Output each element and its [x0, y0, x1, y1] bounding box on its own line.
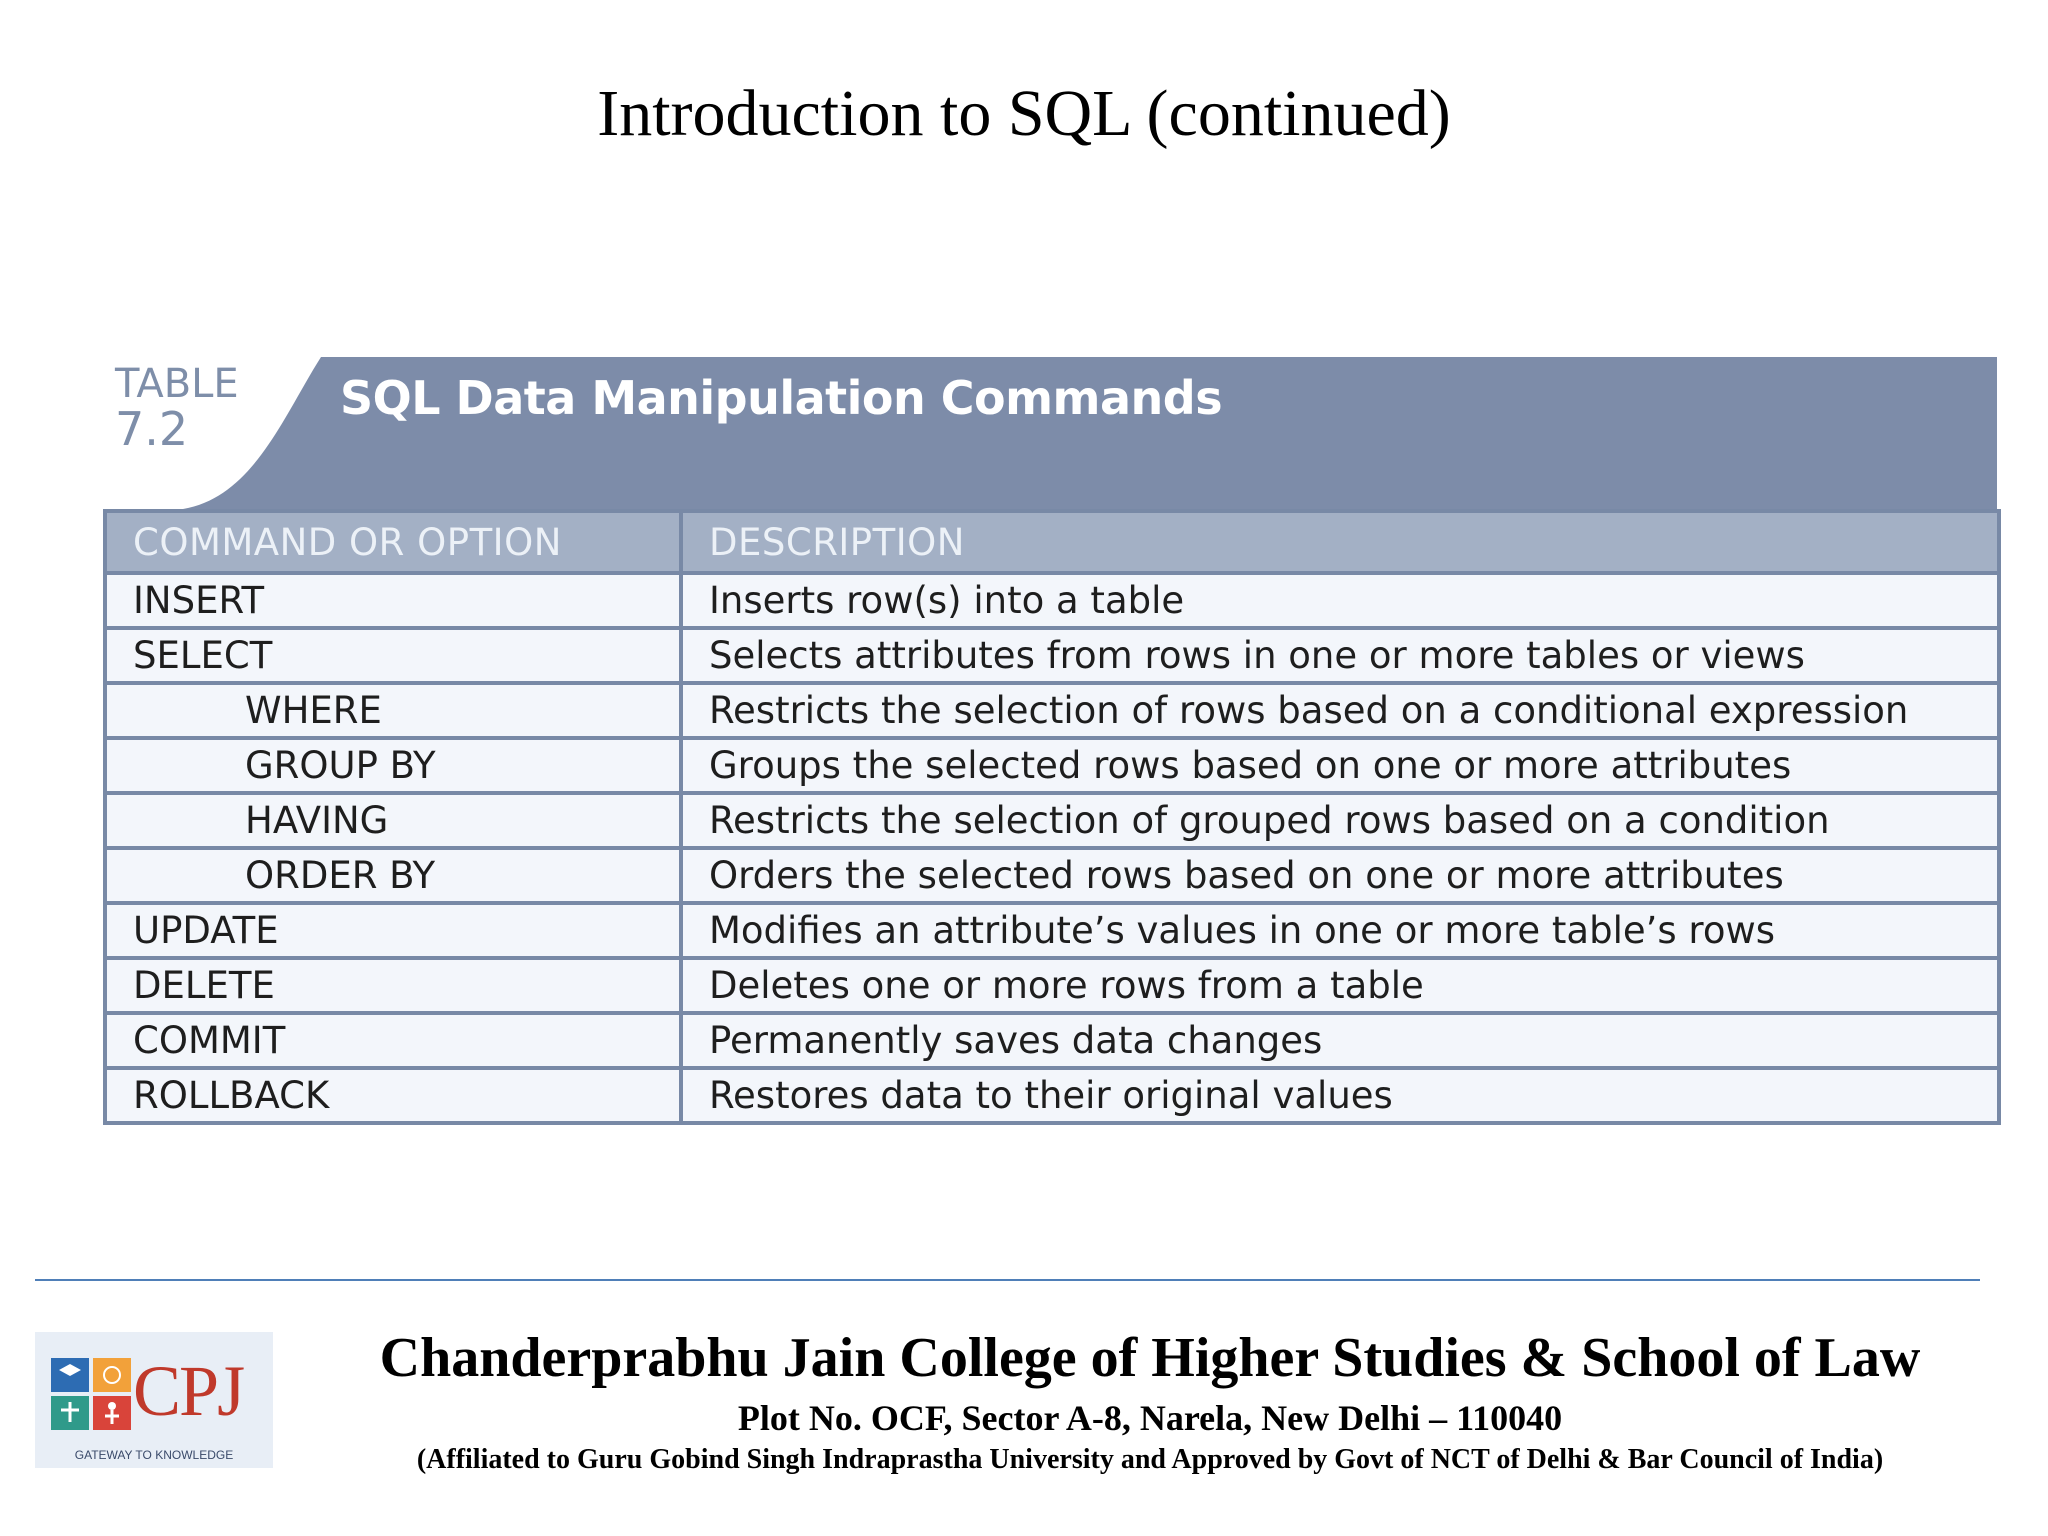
table-label-word: TABLE	[115, 361, 239, 407]
college-name: Chanderprabhu Jain College of Higher Studies & School of Law	[379, 1327, 1921, 1389]
table-row	[105, 1068, 1999, 1123]
command-cell: GROUP BY	[105, 738, 681, 793]
description-cell: Deletes one or more rows from a table	[681, 958, 1999, 1013]
table-row	[105, 903, 1999, 958]
column-header-command: COMMAND OR OPTION	[105, 511, 681, 573]
command-cell: ROLLBACK	[105, 1068, 681, 1123]
college-address: Plot No. OCF, Sector A-8, Narela, New Delhi – 110040	[737, 1398, 1563, 1438]
sql-commands-table	[103, 509, 2001, 1125]
table-row	[105, 958, 1999, 1013]
description-cell: Selects attributes from rows in one or more tables or views	[681, 628, 1999, 683]
command-cell: INSERT	[105, 573, 681, 628]
command-cell: UPDATE	[105, 903, 681, 958]
command-cell: DELETE	[105, 958, 681, 1013]
description-cell: Modifies an attribute’s values in one or more table’s rows	[681, 903, 1999, 958]
description-cell: Restores data to their original values	[681, 1068, 1999, 1123]
table-label-number: 7.2	[115, 402, 189, 456]
description-cell: Restricts the selection of grouped rows based on a condition	[681, 793, 1999, 848]
description-cell: Inserts row(s) into a table	[681, 573, 1999, 628]
description-cell: Permanently saves data changes	[681, 1013, 1999, 1068]
table-header-row	[105, 511, 1999, 573]
footer-divider	[35, 1279, 1980, 1281]
table-header-band	[103, 357, 1997, 509]
crest-icon	[45, 1340, 145, 1450]
table-row	[105, 738, 1999, 793]
college-logo	[35, 1332, 273, 1468]
table-row	[105, 793, 1999, 848]
command-cell: COMMIT	[105, 1013, 681, 1068]
column-header-description: DESCRIPTION	[681, 511, 1999, 573]
table-row	[105, 573, 1999, 628]
table-row	[105, 628, 1999, 683]
college-affiliation: (Affiliated to Guru Gobind Singh Indraprastha University and Approved by Govt of NCT of Delhi & Bar Council of India)	[416, 1444, 1884, 1475]
logo-tagline: GATEWAY TO KNOWLEDGE	[74, 1448, 234, 1462]
table-row	[105, 683, 1999, 738]
command-cell: ORDER BY	[105, 848, 681, 903]
table-row	[105, 1013, 1999, 1068]
command-cell: SELECT	[105, 628, 681, 683]
logo-letters: CPJ	[133, 1351, 244, 1431]
table-title: SQL Data Manipulation Commands	[340, 371, 1223, 425]
command-cell: HAVING	[105, 793, 681, 848]
table-figure	[103, 357, 1997, 1160]
table-label	[115, 361, 239, 456]
slide-title: Introduction to SQL (continued)	[597, 77, 1451, 150]
description-cell: Orders the selected rows based on one or more attributes	[681, 848, 1999, 903]
command-cell: WHERE	[105, 683, 681, 738]
description-cell: Groups the selected rows based on one or more attributes	[681, 738, 1999, 793]
description-cell: Restricts the selection of rows based on a conditional expression	[681, 683, 1999, 738]
table-row	[105, 848, 1999, 903]
